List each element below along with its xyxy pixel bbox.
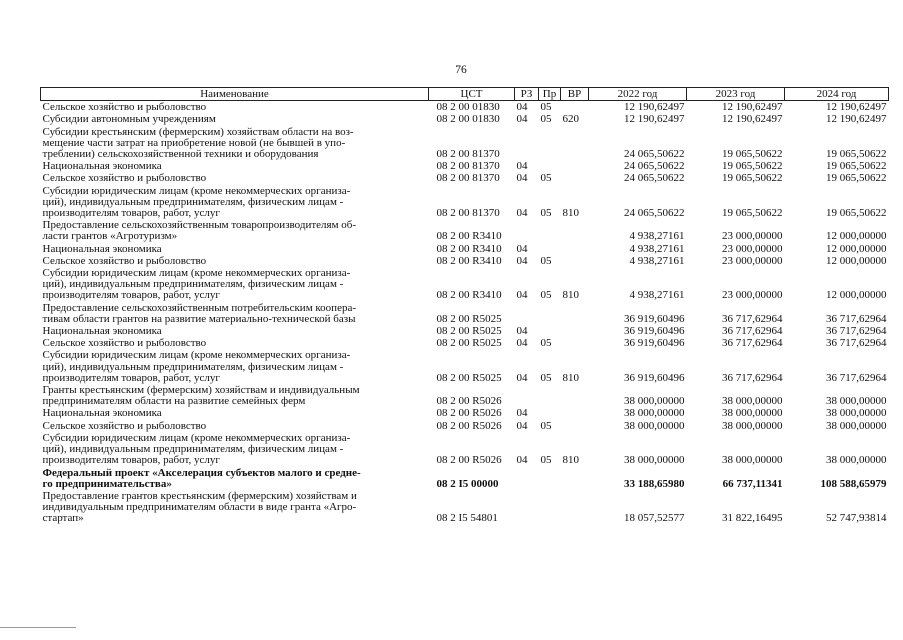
cell-vr	[561, 255, 589, 267]
cell-2023: 19 065,50622	[722, 148, 783, 161]
cell-2023: 38 000,00000	[722, 419, 783, 432]
cell-2023: 38 000,00000	[722, 407, 783, 420]
header-vr: ВР	[561, 88, 589, 101]
cell-name: Сельское хозяйство и рыболовство	[42, 419, 207, 432]
cell-vr	[561, 325, 589, 337]
cell-cst: 08 2 00 R3410	[436, 289, 502, 302]
cell-pr: 05	[540, 207, 552, 220]
cell-2024: 108 588,65979	[820, 477, 887, 490]
cell-2024: 19 065,50622	[826, 160, 887, 173]
cell-vr	[561, 337, 589, 349]
cell-vr	[561, 384, 589, 407]
budget-table	[40, 87, 889, 525]
table-row	[41, 243, 889, 255]
cell-2023: 12 190,62497	[722, 113, 783, 126]
cell-pr	[539, 219, 561, 242]
cell-cst: 08 2 I5 54801	[436, 512, 498, 525]
cell-2022: 24 065,50622	[624, 160, 685, 173]
cell-2022: 12 190,62497	[624, 101, 685, 114]
cell-pr: 05	[540, 454, 552, 467]
cell-2022: 4 938,27161	[629, 242, 685, 255]
cell-2023: 38 000,00000	[722, 454, 783, 467]
cell-pr	[539, 384, 561, 407]
cell-pr: 05	[540, 371, 552, 384]
cell-2024: 12 000,00000	[826, 289, 887, 302]
cell-2023: 23 000,00000	[722, 254, 783, 267]
cell-rz: 04	[516, 289, 528, 302]
cell-2022: 24 065,50622	[624, 148, 685, 161]
table-row	[41, 172, 889, 184]
cell-rz	[515, 467, 539, 490]
cell-2023: 19 065,50622	[722, 160, 783, 173]
cell-cst: 08 2 00 R5026	[436, 454, 502, 467]
cell-name: Субсидии крестьянским (фермерским) хозяйствам области на воз- мещение части затрат на приобретение новой (не бывшей в упо- треблении) сельскохозяйственной техники и оборудования	[42, 125, 354, 161]
cell-cst: 08 2 I5 00000	[436, 477, 499, 490]
cell-vr: 810	[562, 454, 579, 467]
table-row	[41, 113, 889, 125]
cell-2024: 36 717,62964	[826, 371, 887, 384]
cell-vr	[561, 172, 589, 184]
cell-2022: 24 065,50622	[624, 207, 685, 220]
table-row	[41, 126, 889, 161]
cell-name: Сельское хозяйство и рыболовство	[42, 101, 207, 114]
table-row	[41, 467, 889, 490]
table-row	[41, 325, 889, 337]
cell-2022: 38 000,00000	[624, 454, 685, 467]
cell-rz: 04	[516, 113, 528, 126]
cell-2022: 38 000,00000	[624, 395, 685, 408]
header-name: Наименование	[41, 88, 429, 101]
header-2023: 2023 год	[687, 88, 785, 101]
cell-2024: 19 065,50622	[826, 148, 887, 161]
cell-2022: 4 938,27161	[629, 254, 685, 267]
cell-cst: 08 2 00 81370	[436, 148, 500, 161]
cell-name: Национальная экономика	[42, 160, 162, 173]
cell-rz	[515, 126, 539, 161]
cell-name: Национальная экономика	[42, 407, 162, 420]
table-row	[41, 302, 889, 325]
cell-rz: 04	[516, 407, 528, 420]
cell-vr	[561, 490, 589, 525]
table-row	[41, 420, 889, 432]
cell-2024: 52 747,93814	[826, 512, 887, 525]
cell-cst: 08 2 00 R5025	[436, 337, 502, 350]
header-2024: 2024 год	[785, 88, 889, 101]
cell-2023: 36 717,62964	[722, 312, 783, 325]
cell-2022: 36 919,60496	[624, 371, 685, 384]
cell-pr	[539, 325, 561, 337]
cell-2023: 36 717,62964	[722, 325, 783, 338]
cell-vr: 810	[562, 207, 579, 220]
table-row	[41, 101, 889, 114]
header-pr: Пр	[539, 88, 561, 101]
cell-name: Сельское хозяйство и рыболовство	[42, 254, 207, 267]
table-row	[41, 432, 889, 467]
cell-pr: 05	[540, 337, 552, 350]
table-row	[41, 384, 889, 407]
cell-rz: 04	[516, 254, 528, 267]
table-row	[41, 160, 889, 172]
cell-vr: 810	[562, 371, 579, 384]
cell-2022: 4 938,27161	[629, 230, 685, 243]
cell-2023: 23 000,00000	[722, 242, 783, 255]
cell-2024: 19 065,50622	[826, 207, 887, 220]
cell-vr	[561, 101, 589, 114]
cell-vr	[561, 407, 589, 419]
cell-pr: 05	[540, 101, 552, 114]
cell-pr	[539, 407, 561, 419]
cell-2023: 66 737,11341	[722, 477, 783, 490]
cell-2023: 31 822,16495	[722, 512, 783, 525]
cell-2024: 36 717,62964	[826, 312, 887, 325]
cell-pr: 05	[540, 172, 552, 185]
cell-rz: 04	[516, 160, 528, 173]
cell-cst: 08 2 00 R5025	[436, 312, 502, 325]
cell-pr: 05	[540, 254, 552, 267]
cell-cst: 08 2 00 R5026	[436, 395, 502, 408]
cell-rz: 04	[516, 337, 528, 350]
cell-rz	[515, 302, 539, 325]
page-number: 76	[455, 64, 467, 76]
cell-2024: 12 190,62497	[826, 113, 887, 126]
cell-name: Субсидии юридическим лицам (кроме некоммерческих организа- ций), индивидуальным предпринимателям, физическим лицам - производителям товаров, работ, услуг	[42, 431, 351, 467]
cell-2024: 38 000,00000	[826, 407, 887, 420]
table-row	[41, 255, 889, 267]
footer-divider	[0, 627, 76, 628]
cell-2024: 12 000,00000	[826, 254, 887, 267]
cell-2022: 4 938,27161	[629, 289, 685, 302]
cell-name: Субсидии юридическим лицам (кроме некоммерческих организа- ций), индивидуальным предпринимателям, физическим лицам - производителям товаров, работ, услуг	[42, 349, 351, 384]
cell-name: Субсидии автономным учреждениям	[42, 113, 216, 126]
cell-name: Предоставление сельскохозяйственным потребительским коопера- тивам области грантов на развитие материально-технической базы	[42, 301, 356, 325]
cell-2024: 38 000,00000	[826, 419, 887, 432]
cell-2022: 18 057,52577	[624, 512, 685, 525]
cell-cst: 08 2 00 01830	[436, 113, 500, 126]
cell-2022: 38 000,00000	[624, 419, 685, 432]
cell-name: Национальная экономика	[42, 242, 162, 255]
cell-2022: 36 919,60496	[624, 337, 685, 350]
cell-2024: 36 717,62964	[826, 337, 887, 350]
cell-name: Предоставление сельскохозяйственным товаропроизводителям об- ласти грантов «Агротуризм»	[42, 219, 357, 243]
cell-name: Предоставление грантов крестьянским (фермерским) хозяйствам и индивидуальным предпринимателям области в виде гранта «Агро- стартап»	[42, 489, 357, 525]
cell-2023: 36 717,62964	[722, 337, 783, 350]
cell-pr	[539, 126, 561, 161]
table-body	[41, 101, 889, 525]
cell-2024: 12 000,00000	[826, 242, 887, 255]
cell-2023: 19 065,50622	[722, 207, 783, 220]
cell-2024: 12 000,00000	[826, 230, 887, 243]
cell-rz: 04	[516, 242, 528, 255]
header-rz: РЗ	[515, 88, 539, 101]
cell-vr	[561, 467, 589, 490]
cell-pr	[539, 243, 561, 255]
cell-vr	[561, 219, 589, 242]
header-2022: 2022 год	[589, 88, 687, 101]
cell-name: Национальная экономика	[42, 325, 162, 338]
cell-2022: 36 919,60496	[624, 312, 685, 325]
cell-name: Субсидии юридическим лицам (кроме некоммерческих организа- ций), индивидуальным предпринимателям, физическим лицам - производителям товаров, работ, услуг	[42, 267, 351, 302]
cell-rz	[515, 384, 539, 407]
cell-pr: 05	[540, 419, 552, 432]
cell-cst: 08 2 00 R5025	[436, 325, 502, 338]
cell-vr	[561, 243, 589, 255]
table-row	[41, 185, 889, 220]
cell-rz: 04	[516, 172, 528, 185]
cell-vr	[561, 126, 589, 161]
cell-name: Сельское хозяйство и рыболовство	[42, 172, 207, 185]
cell-rz: 04	[516, 325, 528, 338]
cell-pr	[539, 467, 561, 490]
cell-2022: 38 000,00000	[624, 407, 685, 420]
cell-cst: 08 2 00 R5025	[436, 371, 502, 384]
cell-pr: 05	[540, 289, 552, 302]
cell-2022: 12 190,62497	[624, 113, 685, 126]
cell-cst: 08 2 00 81370	[436, 172, 500, 185]
cell-rz	[515, 219, 539, 242]
cell-name: Субсидии юридическим лицам (кроме некоммерческих организа- ций), индивидуальным предпринимателям, физическим лицам - производителям товаров, работ, услуг	[42, 184, 351, 220]
cell-2024: 36 717,62964	[826, 325, 887, 338]
cell-vr	[561, 160, 589, 172]
table-row	[41, 219, 889, 242]
cell-cst: 08 2 00 R5026	[436, 407, 502, 420]
cell-cst: 08 2 00 01830	[436, 101, 500, 114]
cell-cst: 08 2 00 81370	[436, 207, 500, 220]
cell-pr	[539, 160, 561, 172]
table-row	[41, 337, 889, 349]
cell-cst: 08 2 00 R3410	[436, 254, 502, 267]
cell-2023: 23 000,00000	[722, 230, 783, 243]
cell-rz: 04	[516, 101, 528, 114]
table-row	[41, 490, 889, 525]
cell-rz: 04	[516, 371, 528, 384]
cell-vr: 620	[562, 113, 579, 126]
cell-2023: 12 190,62497	[722, 101, 783, 114]
table-row	[41, 267, 889, 302]
cell-vr	[561, 302, 589, 325]
cell-cst: 08 2 00 R3410	[436, 242, 502, 255]
cell-2023: 19 065,50622	[722, 172, 783, 185]
table-header-row	[41, 88, 889, 101]
cell-rz: 04	[516, 454, 528, 467]
cell-2022: 36 919,60496	[624, 325, 685, 338]
cell-rz: 04	[516, 419, 528, 432]
cell-2023: 38 000,00000	[722, 395, 783, 408]
cell-pr	[539, 490, 561, 525]
cell-2022: 33 188,65980	[624, 477, 685, 490]
cell-cst: 08 2 00 81370	[436, 160, 500, 173]
cell-rz	[515, 490, 539, 525]
cell-2024: 38 000,00000	[826, 395, 887, 408]
cell-2024: 38 000,00000	[826, 454, 887, 467]
cell-name: Гранты крестьянским (фермерским) хозяйствам и индивидуальным предпринимателям области на развитие семейных ферм	[42, 384, 360, 408]
cell-cst: 08 2 00 R5026	[436, 419, 502, 432]
cell-cst: 08 2 00 R3410	[436, 230, 502, 243]
cell-name: Федеральный проект «Акселерация субъектов малого и средне- го предпринимательства»	[42, 466, 361, 490]
cell-vr: 810	[562, 289, 579, 302]
header-cst: ЦСТ	[429, 88, 515, 101]
cell-rz: 04	[516, 207, 528, 220]
cell-pr: 05	[540, 113, 552, 126]
cell-vr	[561, 420, 589, 432]
cell-2023: 23 000,00000	[722, 289, 783, 302]
table-row	[41, 407, 889, 419]
cell-2022: 24 065,50622	[624, 172, 685, 185]
cell-2024: 12 190,62497	[826, 101, 887, 114]
table-row	[41, 349, 889, 384]
cell-name: Сельское хозяйство и рыболовство	[42, 337, 207, 350]
cell-pr	[539, 302, 561, 325]
cell-2024: 19 065,50622	[826, 172, 887, 185]
cell-2023: 36 717,62964	[722, 371, 783, 384]
